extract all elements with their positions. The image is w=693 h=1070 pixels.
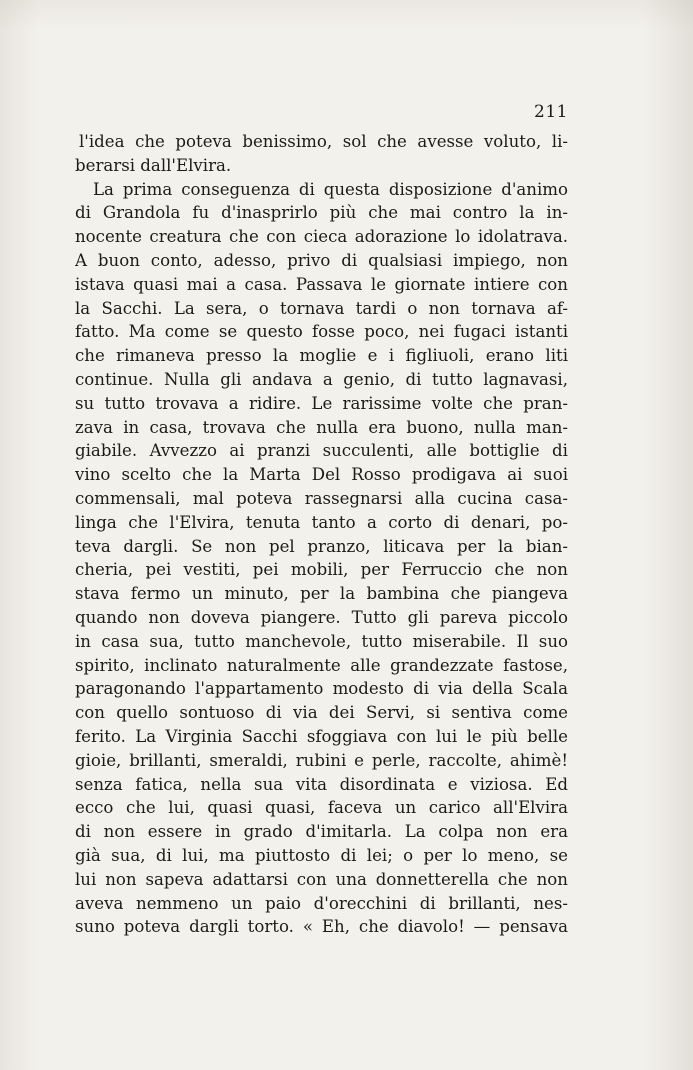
text-line: gioie, brillanti, smeraldi, rubini e perle, raccolte, ahimè! bbox=[75, 750, 568, 770]
text-line: istava quasi mai a casa. Passava le giornate intiere con bbox=[75, 274, 568, 294]
text-line: lui non sapeva adattarsi con una donnetterella che non bbox=[75, 869, 568, 889]
page-text bbox=[75, 130, 568, 939]
text-line: giabile. Avvezzo ai pranzi succulenti, alle bottiglie di bbox=[75, 441, 568, 461]
text-line: ferito. La Virginia Sacchi sfoggiava con lui le più belle bbox=[75, 726, 568, 746]
text-line: stava fermo un minuto, per la bambina che piangeva bbox=[75, 584, 568, 604]
text-line: linga che l'Elvira, tenuta tanto a corto di denari, po- bbox=[75, 512, 568, 532]
text-line: spirito, inclinato naturalmente alle grandezzate fastose, bbox=[75, 655, 568, 675]
text-line: che rimaneva presso la moglie e i figliuoli, erano liti bbox=[75, 346, 568, 366]
text-line: con quello sontuoso di via dei Servi, si sentiva come bbox=[75, 703, 568, 723]
text-line: commensali, mal poteva rassegnarsi alla cucina casa- bbox=[75, 488, 568, 508]
text-line: continue. Nulla gli andava a genio, di tutto lagnavasi, bbox=[75, 369, 568, 389]
text-line: su tutto trovava a ridire. Le rarissime volte che pran- bbox=[75, 393, 568, 413]
text-line: La prima conseguenza di questa disposizione d'animo bbox=[93, 179, 568, 199]
text-line: zava in casa, trovava che nulla era buono, nulla man- bbox=[75, 417, 568, 437]
page-number: 211 bbox=[534, 102, 568, 122]
text-line: aveva nemmeno un paio d'orecchini di brillanti, nes- bbox=[75, 893, 568, 913]
text-line: paragonando l'appartamento modesto di via della Scala bbox=[75, 679, 568, 699]
text-line: suno poteva dargli torto. « Eh, che diavolo! — pensava bbox=[75, 917, 568, 937]
text-line: la Sacchi. La sera, o tornava tardi o non tornava af- bbox=[75, 298, 568, 318]
text-line: teva dargli. Se non pel pranzo, liticava per la bian- bbox=[75, 536, 568, 556]
text-line: di non essere in grado d'imitarla. La colpa non era bbox=[75, 822, 568, 842]
text-line: in casa sua, tutto manchevole, tutto miserabile. Il suo bbox=[75, 631, 568, 651]
text-line: fatto. Ma come se questo fosse poco, nei fugaci istanti bbox=[75, 322, 568, 342]
text-line: A buon conto, adesso, privo di qualsiasi impiego, non bbox=[75, 250, 568, 270]
text-line: l'idea che poteva benissimo, sol che avesse voluto, li- bbox=[79, 132, 568, 151]
text-line: ecco che lui, quasi quasi, faceva un carico all'Elvira bbox=[75, 798, 568, 818]
text-line: già sua, di lui, ma piuttosto di lei; o per lo meno, se bbox=[75, 845, 568, 865]
text-line: nocente creatura che con cieca adorazione lo idolatrava. bbox=[75, 227, 568, 247]
text-line: cheria, pei vestiti, pei mobili, per Ferruccio che non bbox=[75, 560, 568, 580]
text-line: berarsi dall'Elvira. bbox=[75, 155, 232, 175]
text-line: di Grandola fu d'inasprirlo più che mai contro la in- bbox=[75, 203, 568, 223]
text-line: senza fatica, nella sua vita disordinata e viziosa. Ed bbox=[75, 774, 568, 794]
text-line: vino scelto che la Marta Del Rosso prodigava ai suoi bbox=[75, 465, 568, 485]
text-line: quando non doveva piangere. Tutto gli pareva piccolo bbox=[75, 607, 568, 627]
